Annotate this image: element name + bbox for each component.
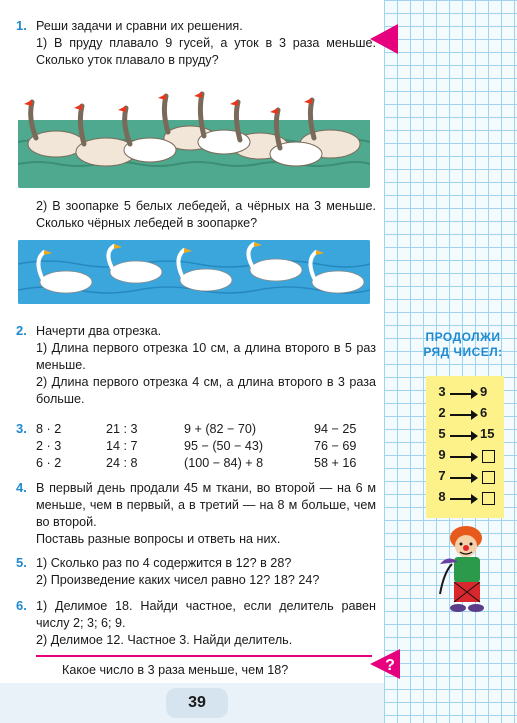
sequence-row — [436, 468, 506, 488]
expression: (100 − 84) + 8 — [184, 456, 264, 470]
swans-picture — [18, 240, 370, 304]
task-1-intro: Реши задачи и сравни их решения. — [36, 19, 243, 33]
geese-illustration — [18, 82, 370, 188]
sequence-input: 5 — [438, 426, 446, 441]
sequence-box — [426, 376, 504, 518]
svg-text:?: ? — [385, 657, 395, 674]
sequence-output: 9 — [480, 384, 488, 399]
answer-box — [482, 471, 495, 484]
task-4 — [36, 480, 376, 548]
arrow-right-icon — [450, 393, 476, 395]
expression: 94 − 25 — [314, 422, 357, 436]
expression-column — [36, 421, 61, 472]
arrow-right-icon — [450, 435, 476, 437]
expression: 6 · 2 — [36, 456, 62, 470]
sidebar-title — [408, 330, 517, 360]
arrow-right-icon — [450, 456, 476, 458]
task-5 — [36, 555, 376, 589]
question-block — [62, 662, 362, 679]
task-2 — [36, 323, 376, 408]
expression-column — [314, 421, 356, 472]
sequence-input: 3 — [438, 384, 446, 399]
expression: 2 · 3 — [36, 439, 62, 453]
task-number: 6. — [16, 598, 27, 613]
task-number: 5. — [16, 555, 27, 570]
sequence-row — [436, 489, 506, 509]
task-1-part-2-block — [36, 198, 376, 232]
task-4-text: В первый день продали 45 м ткани, во второй — на 6 м меньше, чем в первый, а в третий — на 8 м больше, чем во второй. — [36, 481, 376, 529]
clown-illustration — [436, 524, 498, 614]
expression: 58 + 16 — [314, 456, 357, 470]
task-5-part-1: 1) Сколько раз по 4 содержится в 12? в 28? — [36, 556, 292, 570]
expression: 8 · 2 — [36, 422, 62, 436]
geese-picture — [18, 82, 370, 188]
task-1-part-1: 1) В пруду плавало 9 гусей, а уток в 3 раза меньше. Сколько уток плавало в пруду? — [36, 36, 376, 67]
expression: 76 − 69 — [314, 439, 357, 453]
sequence-row — [436, 426, 506, 446]
task-2-part-2: 2) Длина первого отрезка 4 см, а длина второго в 3 раза больше. — [36, 375, 376, 406]
arrow-right-icon — [450, 477, 476, 479]
task-number: 4. — [16, 480, 27, 495]
sequence-row — [436, 447, 506, 467]
task-6 — [36, 598, 376, 649]
task-5-part-2: 2) Произведение каких чисел равно 12? 18? 24? — [36, 573, 320, 587]
sequence-input: 8 — [438, 489, 446, 504]
sequence-input: 7 — [438, 468, 446, 483]
bonus-question: Какое число в 3 раза меньше, чем 18? — [62, 663, 289, 677]
expression-column — [106, 421, 138, 472]
arrow-right-icon — [450, 414, 476, 416]
expression-column — [184, 421, 263, 472]
task-number: 2. — [16, 323, 27, 338]
divider-line — [36, 655, 372, 657]
expression: 14 : 7 — [106, 439, 138, 453]
task-6-part-2: 2) Делимое 12. Частное 3. Найди делитель. — [36, 633, 293, 647]
grid-margin — [384, 0, 517, 723]
task-1 — [36, 18, 376, 69]
answer-box — [482, 492, 495, 505]
sidebar-title-line-2: РЯД ЧИСЕЛ: — [423, 345, 503, 359]
expression: 24 : 8 — [106, 456, 138, 470]
question-mark-icon — [370, 649, 400, 679]
task-1-part-2: 2) В зоопарке 5 белых лебедей, а чёрных на 3 меньше. Сколько чёрных лебедей в зоопарке? — [36, 199, 376, 230]
sequence-input: 2 — [438, 405, 446, 420]
sequence-row — [436, 405, 506, 425]
sequence-row — [436, 384, 506, 404]
task-number: 1. — [16, 18, 27, 33]
task-4-text-2: Поставь разные вопросы и ответь на них. — [36, 532, 281, 546]
expression: 9 + (82 − 70) — [184, 422, 257, 436]
task-2-part-1: 1) Длина первого отрезка 10 см, а длина второго в 5 раз меньше. — [36, 341, 376, 372]
expression: 21 : 3 — [106, 422, 138, 436]
swans-illustration — [18, 240, 370, 304]
task-2-intro: Начерти два отрезка. — [36, 324, 162, 338]
sidebar-title-line-1: ПРОДОЛЖИ — [425, 330, 501, 344]
expression: 95 − (50 − 43) — [184, 439, 264, 453]
sequence-output: 15 — [480, 426, 495, 441]
page-number: 39 — [166, 688, 228, 718]
sequence-output: 6 — [480, 405, 488, 420]
answer-box — [482, 450, 495, 463]
task-6-part-1: 1) Делимое 18. Найди частное, если делитель равен числу 2; 3; 6; 9. — [36, 599, 376, 630]
arrow-right-icon — [450, 498, 476, 500]
task-number: 3. — [16, 421, 27, 436]
sequence-input: 9 — [438, 447, 446, 462]
